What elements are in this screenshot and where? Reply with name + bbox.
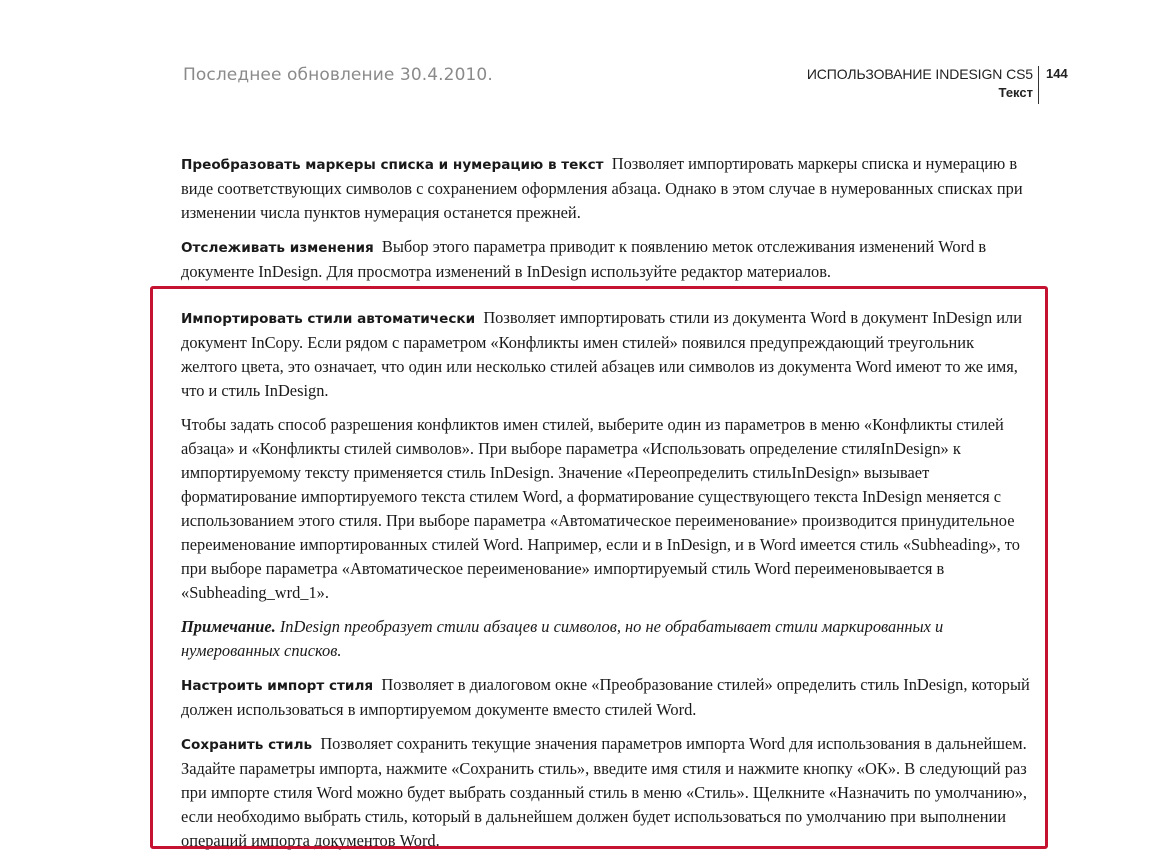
paragraph-customize-style-import (181, 673, 1031, 722)
note-text: InDesign преобразует стили абзацев и символов, но не обрабатывает стили маркированных и нумерованных списков. (181, 617, 944, 660)
header-divider (1038, 66, 1039, 104)
paragraph-track-changes (181, 235, 1031, 284)
body-text: Чтобы задать способ разрешения конфликтов имен стилей, выберите один из параметров в меню «Конфликты стилей абзаца» и «Конфликты стилей символов». При выборе параметра «Использовать определение стиляInDesign» к импортируемому тексту применяется стиль InDesign. Значение «Переопределить стильInDesign» вызывает форматирование импортируемого текста стилем Word, а форматирование существующего текста InDesign меняется с использованием этого стиля. При выборе параметра «Автоматическое переименование» производится принудительное переименование импортированных стилей Word. Например, если и в InDesign, и в Word имеется стиль «Subheading», то при выборе параметра «Автоматическое переименование» импортируемый стиль Word переименовывается в «Subheading_wrd_1». (181, 415, 1020, 602)
definition: Позволяет в диалоговом окне «Преобразование стилей» определить стиль InDesign, который должен использоваться в импортируемом документе вместо стилей Word. (181, 675, 1030, 719)
note (181, 615, 1031, 663)
section-name: Текст (998, 85, 1033, 100)
paragraph-save-preset (181, 732, 1031, 853)
definition: Позволяет импортировать стили из документа Word в документ InDesign или документ InCopy. Если рядом с параметром «Конфликты имен стилей» появился предупреждающий треугольник желтого цвета, это означает, что один или несколько стилей абзацев или символов из документа Word имеют то же имя, что и стиль InDesign. (181, 308, 1022, 400)
paragraph-import-styles-auto (181, 306, 1031, 403)
term: Сохранить стиль (181, 737, 313, 753)
paragraph-style-conflicts (181, 413, 1031, 605)
doc-title: ИСПОЛЬЗОВАНИЕ INDESIGN CS5 (806, 66, 1033, 82)
term: Преобразовать маркеры списка и нумерацию в текст (181, 157, 604, 173)
term: Импортировать стили автоматически (181, 311, 476, 327)
note-label: Примечание. (181, 617, 276, 636)
term: Настроить импорт стиля (181, 678, 374, 694)
definition: Позволяет импортировать маркеры списка и нумерацию в виде соответствующих символов с сохранением оформления абзаца. Однако в этом случае в нумерованных списках при изменении числа пунктов нумерация останется прежней. (181, 154, 1023, 222)
paragraph-convert-bullets (181, 152, 1031, 225)
page-number: 144 (1046, 66, 1068, 81)
term: Отслеживать изменения (181, 240, 374, 256)
page-body (181, 152, 1031, 863)
last-updated: Последнее обновление 30.4.2010. (183, 65, 493, 85)
running-header (760, 66, 1033, 100)
definition: Выбор этого параметра приводит к появлению меток отслеживания изменений Word в документе InDesign. Для просмотра изменений в InDesign используйте редактор материалов. (181, 237, 987, 281)
definition: Позволяет сохранить текущие значения параметров импорта Word для использования в дальнейшем. Задайте параметры импорта, нажмите «Сохранить стиль», введите имя стиля и нажмите кнопку «ОК». В следующий раз при импорте стиля Word можно будет выбрать созданный стиль в меню «Стиль». Щелкните «Назначить по умолчанию», если необходимо выбрать стиль, который в дальнейшем должен будет использоваться по умолчанию при выполнении операций импорта документов Word. (181, 734, 1028, 850)
